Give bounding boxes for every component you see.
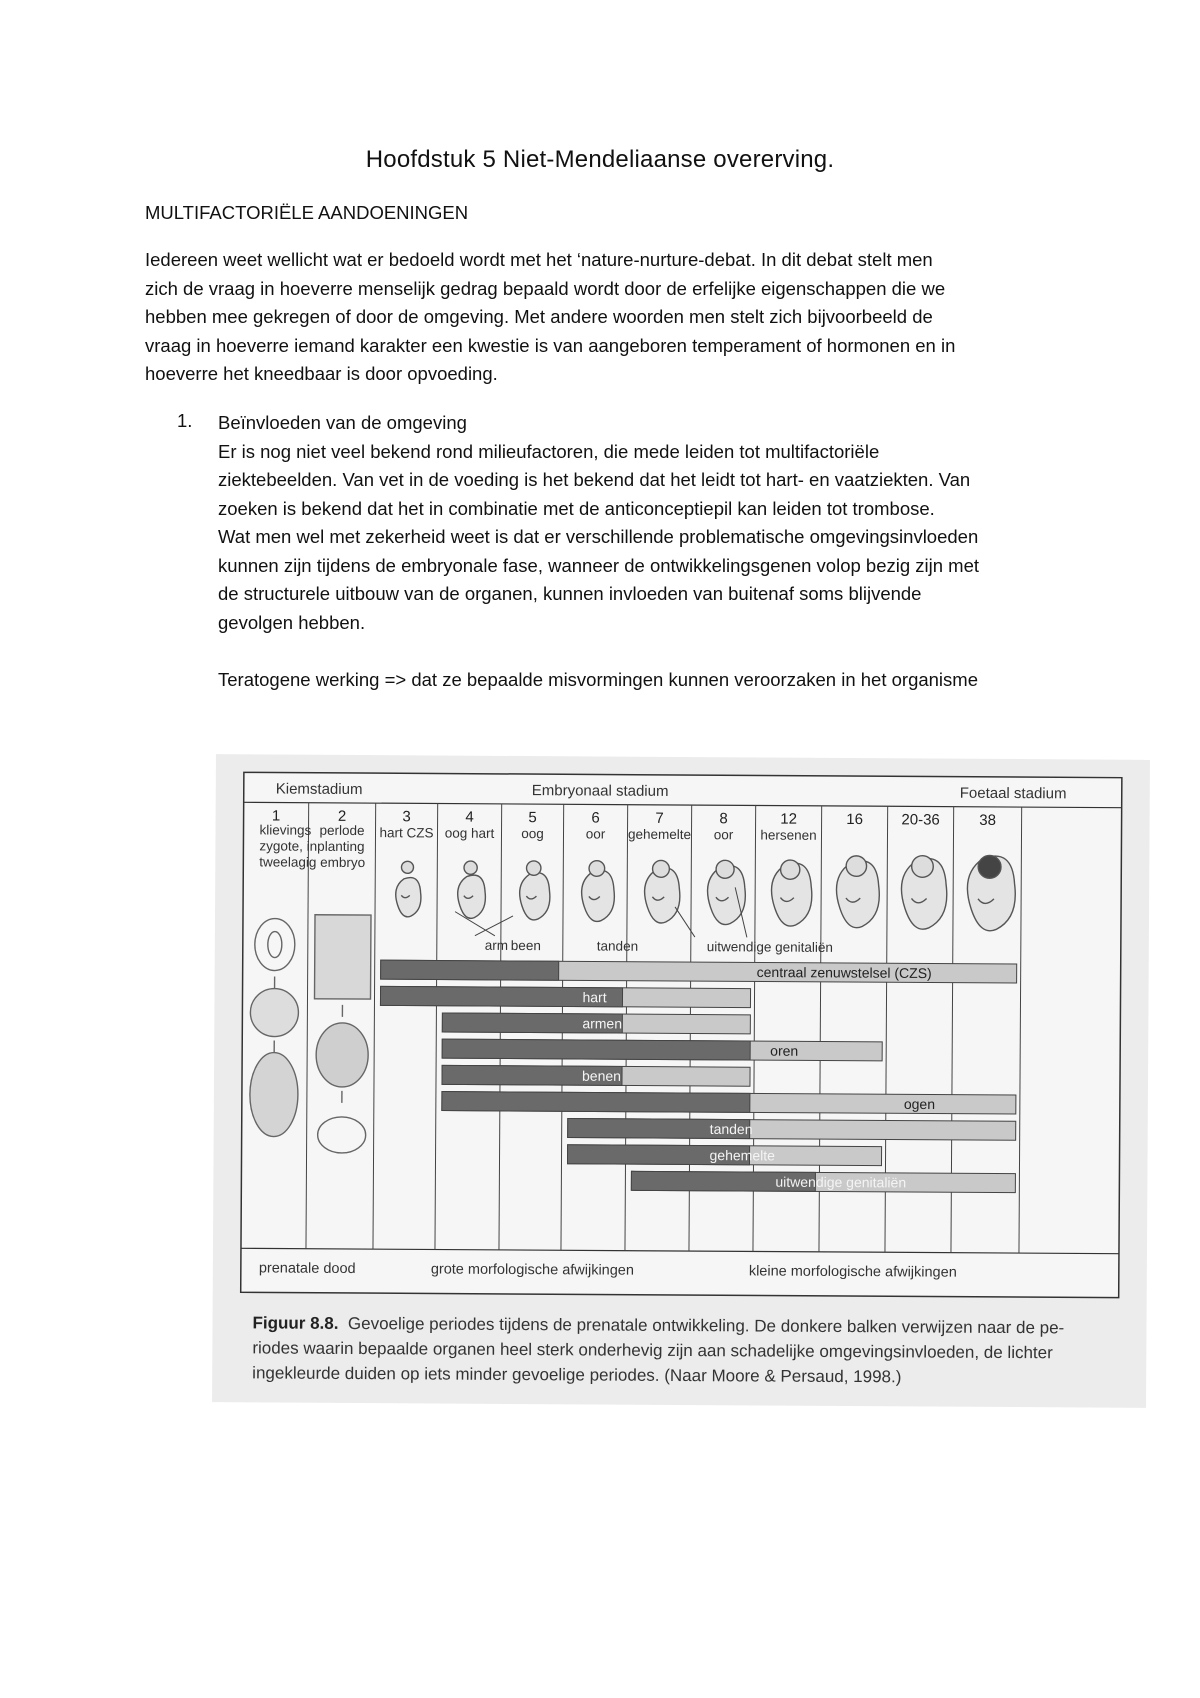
organ-bar-label: ogen [903, 1095, 936, 1113]
week-number: 12 [780, 810, 797, 828]
list-item-line: zoeken is bekend dat het in combinatie met de anticonceptiepil kan leiden tot trombose. [218, 497, 935, 519]
organ-bar-label: centraal zenuwstelsel (CZS) [756, 963, 932, 982]
organ-bar-label: oren [770, 1042, 799, 1059]
organ-bar-label: tanden [709, 1120, 753, 1138]
label-been: been [510, 937, 541, 954]
organ-bar [567, 1145, 881, 1166]
stage-label-fetal: Foetaal stadium [959, 784, 1067, 803]
week-label: hersenen [760, 827, 817, 843]
outcome-major-anomalies: grote morfologische afwijkingen [430, 1261, 634, 1279]
teratogen-definition: Teratogene werking => dat ze bepaalde misvormingen kunnen veroorzaken in het organisme [218, 668, 978, 690]
organ-bar [381, 960, 1017, 983]
caption-line: ingekleurde duiden op iets minder gevoelige periodes. (Naar Moore & Persaud, 1998.) [252, 1363, 902, 1387]
section-heading: MULTIFACTORIËLE AANDOENINGEN [145, 202, 469, 223]
figure-caption [252, 1310, 1132, 1390]
week-label: oor [713, 827, 734, 843]
list-item-number: 1. [177, 410, 193, 431]
list-item-body [218, 409, 1098, 694]
organ-bar [442, 1065, 750, 1086]
organ-bar [442, 1039, 882, 1061]
intro-paragraph [145, 246, 1075, 389]
week-number: 6 [591, 809, 600, 827]
list-item-line: ziektebeelden. Van vet in de voeding is het bekend dat het leidt tot hart- en vaatziekten. Van [218, 469, 971, 490]
week-label: oor [585, 826, 606, 842]
list-item-title: Beïnvloeden van de omgeving [218, 412, 467, 433]
week-number: 3 [402, 808, 411, 826]
organ-bar [442, 1013, 750, 1034]
list-item-line: gevolgen hebben. [218, 611, 366, 633]
early-line: tweelagig embryo [259, 854, 366, 871]
intro-line: hoeverre het kneedbaar is door opvoeding. [145, 363, 498, 384]
list-item-line: Wat men wel met zekerheid weet is dat er verschillende problematische omgevingsinvloeden [218, 526, 979, 547]
outcome-prenatal-death: prenatale dood [258, 1260, 356, 1278]
intro-line: hebben mee gekregen of door de omgeving. Met andere woorden men stelt zich bijvoorbeeld de [145, 306, 933, 327]
organ-bar [380, 986, 750, 1007]
week-number: 8 [719, 810, 728, 828]
outcome-minor-anomalies: kleine morfologische afwijkingen [748, 1263, 957, 1281]
organ-bar-dark [442, 1092, 750, 1113]
organ-bar [568, 1119, 1016, 1141]
organ-bar-label: benen [581, 1067, 622, 1084]
caption-line: riodes waarin bepaalde organen heel sterk onderhevig zijn aan schadelijke omgevingsinvloeden, de lichter [252, 1338, 1053, 1363]
week-label-1: klievings [259, 822, 312, 838]
organ-bar-dark [442, 1039, 750, 1060]
prenatal-sensitivity-figure [212, 754, 1150, 1408]
week-label: oog hart [444, 825, 495, 841]
organ-bar-dark [381, 960, 559, 980]
organ-bar-label: uitwendige genitaliën [775, 1173, 907, 1191]
intro-line: vraag in hoeverre iemand karakter een kwestie is van aangeboren temperament of hormonen en in [145, 334, 956, 356]
week-label: hart CZS [379, 825, 434, 841]
week-number: 2 [337, 807, 347, 825]
list-item-line: Er is nog niet veel bekend rond milieufactoren, die mede leiden tot multifactoriële [218, 440, 880, 462]
early-line: zygote, inplanting [259, 838, 365, 855]
week-label-2: perlode [319, 822, 365, 839]
organ-bar-label: armen [582, 1015, 623, 1032]
week-number: 5 [528, 809, 537, 827]
caption-line: Gevoelige periodes tijdens de prenatale ontwikkeling. De donkere balken verwijzen naar de pe- [347, 1313, 1065, 1338]
week-number: 16 [846, 811, 863, 829]
list-item-line: de structurele uitbouw van de organen, kunnen invloeden van buitenaf soms blijvende [218, 583, 922, 604]
organ-bar-label: gehemelte [709, 1147, 775, 1164]
intro-line: Iedereen weet wellicht wat er bedoeld wordt met het ‘nature-nurture-debat. In dit debat stelt men [145, 249, 933, 270]
bilaminar-embryo-drawing [316, 1023, 368, 1087]
week-number: 38 [979, 811, 996, 829]
label-arm: arm [484, 937, 509, 953]
week-number: 4 [465, 808, 474, 826]
figure-diagram [213, 754, 1150, 1320]
organ-bar-label: hart [582, 989, 607, 1006]
blastocyst-drawing [250, 1052, 299, 1136]
caption-label: Figuur 8.8. [252, 1313, 339, 1333]
list-item-line: kunnen zijn tijdens de embryonale fase, wanneer de ontwikkelingsgenen volop bezig zijn met [218, 554, 980, 576]
week-label: gehemelte [627, 826, 692, 843]
week-number: 20-36 [901, 811, 940, 829]
morula-drawing [250, 988, 298, 1036]
organ-bar [442, 1092, 1016, 1115]
week-number: 1 [271, 807, 281, 825]
label-genitals: uitwendige genitaliën [706, 939, 833, 955]
organ-bar [631, 1171, 1015, 1192]
week-number: 7 [655, 809, 664, 827]
stage-label-germinal: Kiemstadium [275, 780, 363, 799]
week-label: oog [521, 826, 544, 842]
implantation-drawing [314, 915, 371, 999]
page-title: Hoofdstuk 5 Niet-Mendeliaanse overerving. [365, 146, 835, 173]
label-tanden: tanden [596, 938, 639, 954]
intro-line: zich de vraag in hoeverre menselijk gedrag bepaald wordt door de erfelijke eigenschappen die we [145, 277, 946, 299]
stage-label-embryonic: Embryonaal stadium [531, 782, 669, 800]
